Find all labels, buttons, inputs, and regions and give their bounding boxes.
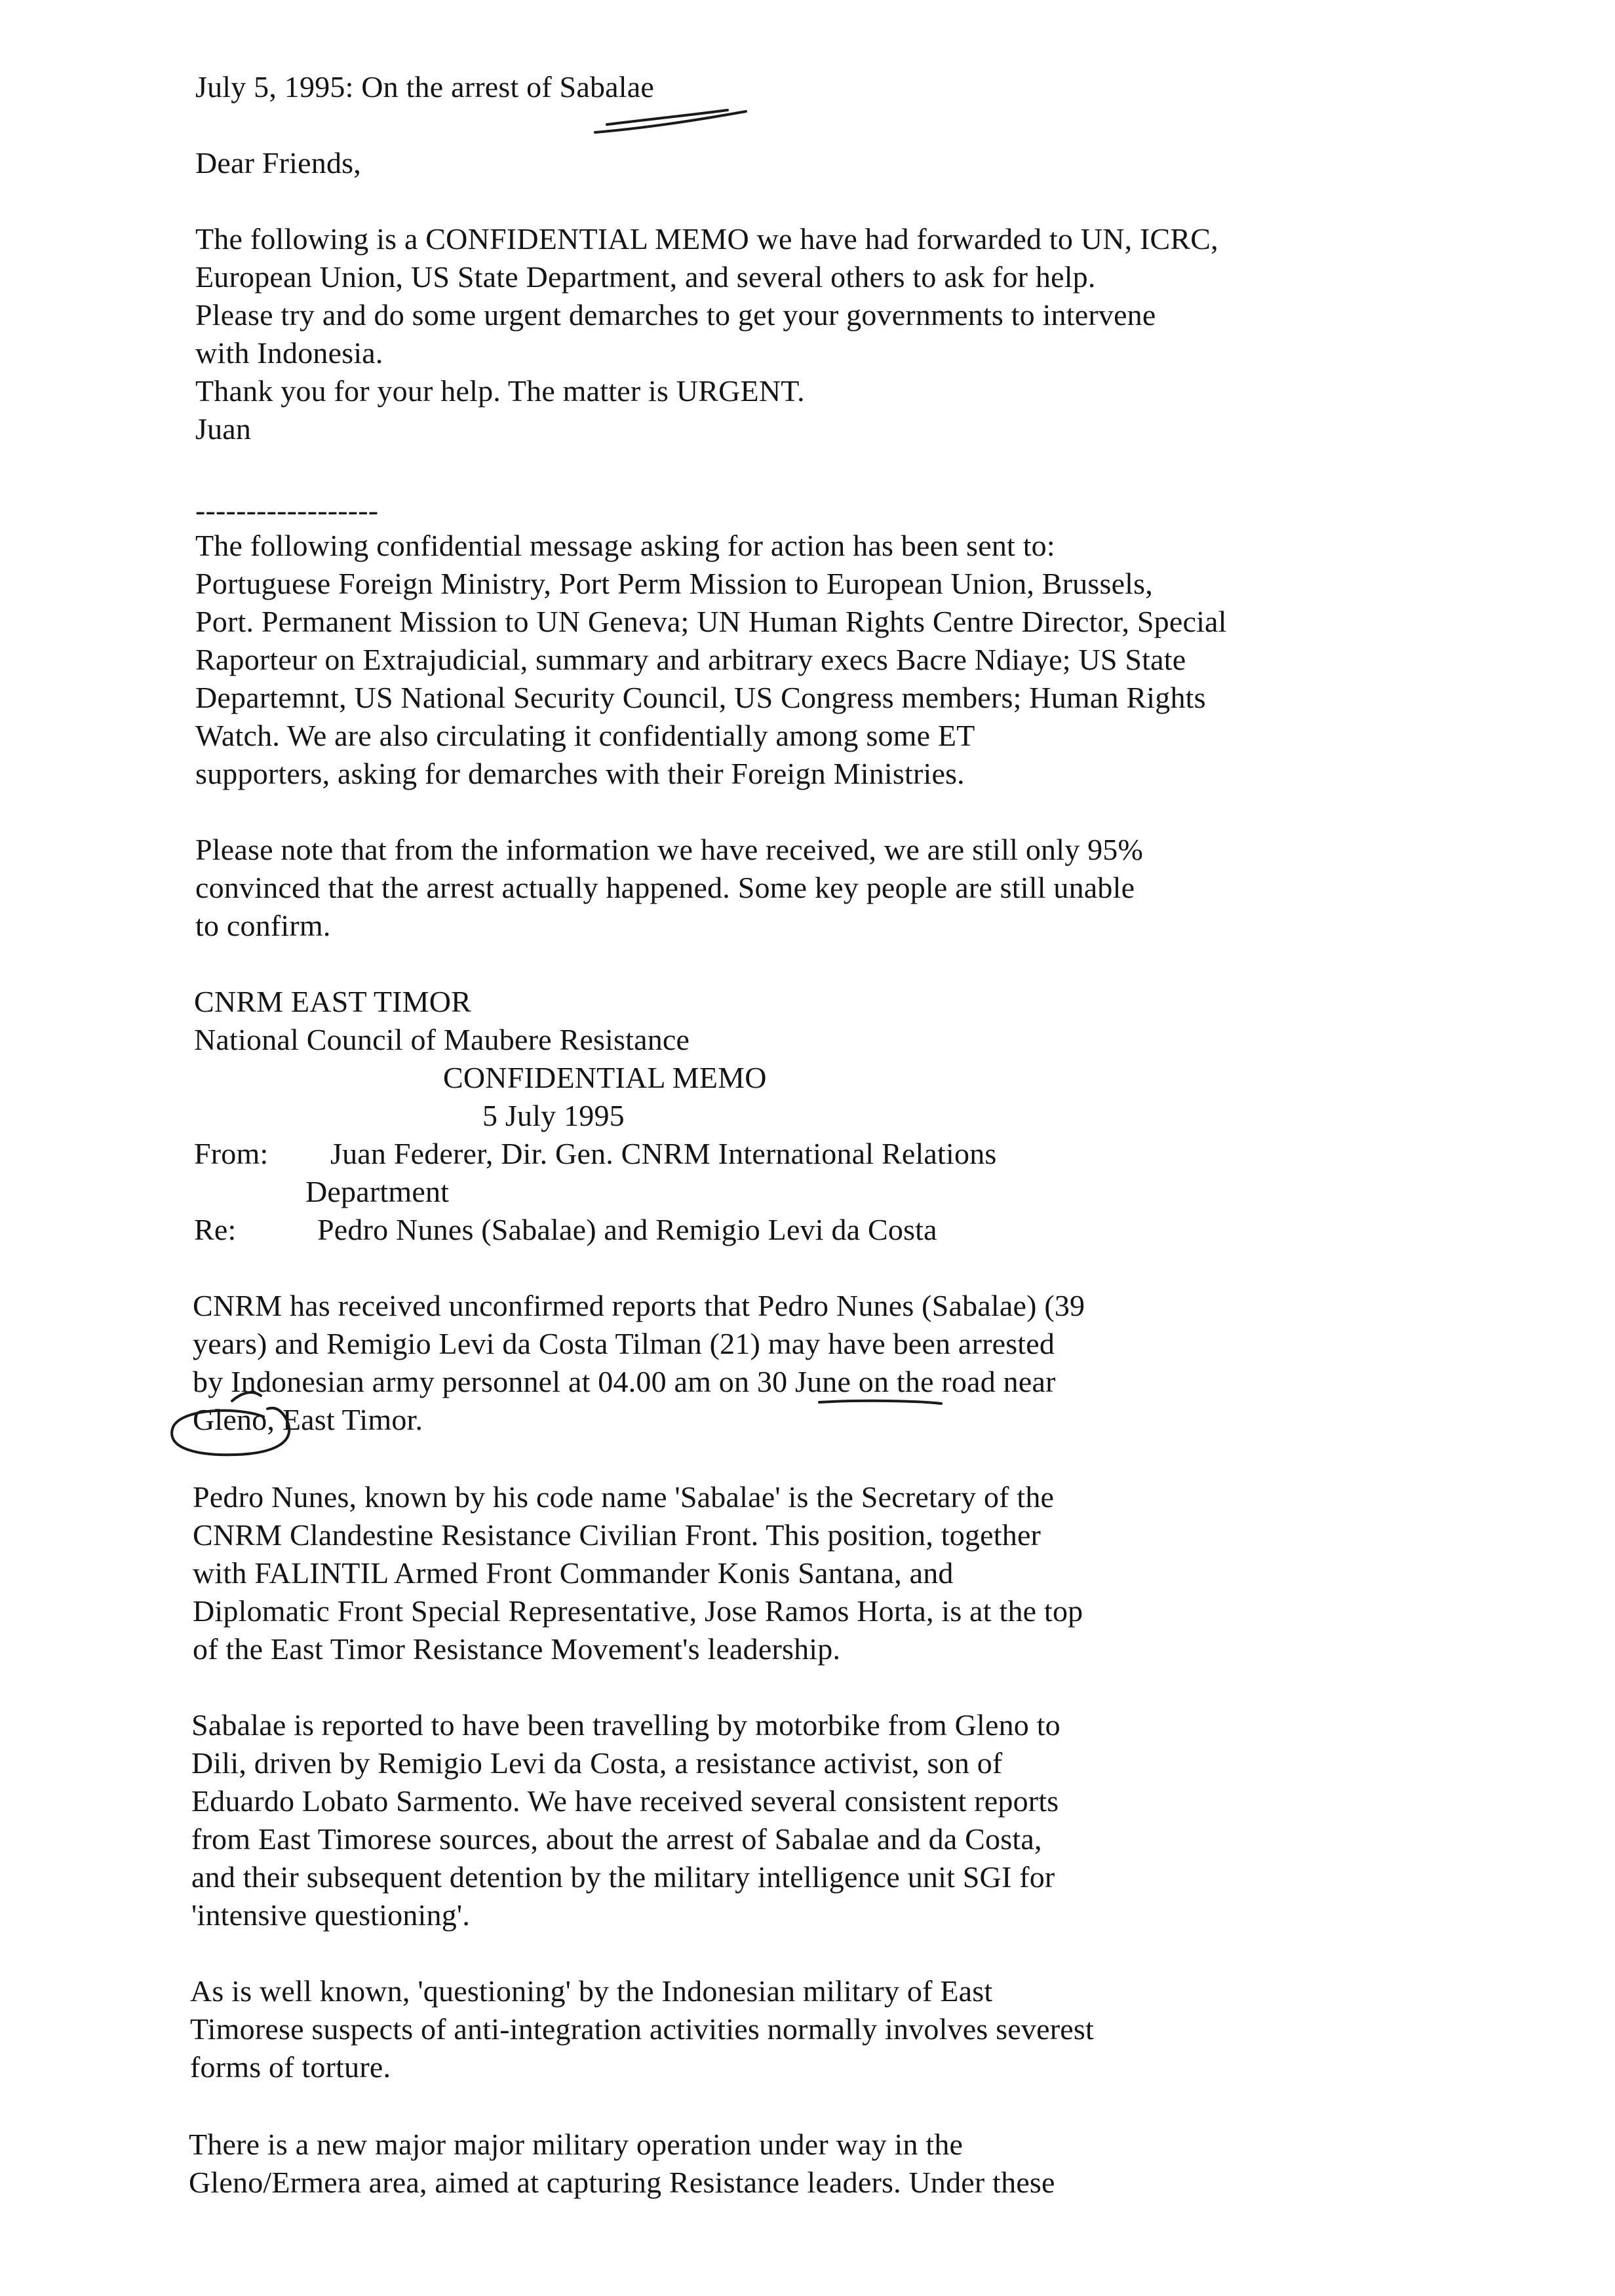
travel-line: Eduardo Lobato Sarmento. We have received several consistent reports — [191, 1784, 1059, 1818]
caveat-line: convinced that the arrest actually happened. Some key people are still unable — [195, 871, 1135, 904]
report-line: CNRM has received unconfirmed reports that Pedro Nunes (Sabalae) (39 — [193, 1289, 1085, 1322]
memo-re-label: Re: — [194, 1213, 237, 1246]
torture-line: Timorese suspects of anti-integration activities normally involves severest — [190, 2012, 1094, 2046]
memo-org: CNRM EAST TIMOR — [194, 985, 472, 1018]
recipients-line: The following confidential message asking for action has been sent to: — [195, 529, 1055, 562]
underline-stroke-sabalae-2 — [607, 110, 728, 124]
caveat-line: to confirm. — [195, 909, 331, 942]
operation-line: Gleno/Ermera area, aimed at capturing Resistance leaders. Under these — [189, 2166, 1055, 2199]
report-line: by Indonesian army personnel at 04.00 am on 30 June on the road near — [193, 1365, 1056, 1398]
recipients-line: Portuguese Foreign Ministry, Port Perm Mission to European Union, Brussels, — [195, 567, 1153, 600]
greeting: Dear Friends, — [195, 146, 361, 180]
recipients-line: Watch. We are also circulating it confidentially among some ET — [195, 719, 975, 752]
recipients-line: Port. Permanent Mission to UN Geneva; UN Human Rights Centre Director, Special — [195, 605, 1227, 638]
underline-date — [819, 1401, 941, 1404]
travel-line: 'intensive questioning'. — [191, 1898, 471, 1932]
underline-stroke-sabalae — [595, 111, 746, 132]
profile-line: of the East Timor Resistance Movement's leadership. — [193, 1632, 841, 1666]
profile-line: with FALINTIL Armed Front Commander Konis Santana, and — [193, 1556, 954, 1590]
memo-from-label: From: — [194, 1137, 269, 1170]
travel-line: Dili, driven by Remigio Levi da Costa, a resistance activist, son of — [191, 1746, 1003, 1780]
memo-title: CONFIDENTIAL MEMO — [443, 1061, 767, 1094]
intro-line: European Union, US State Department, and several others to ask for help. — [195, 260, 1096, 294]
memo-from-value: Juan Federer, Dir. Gen. CNRM International Relations — [330, 1137, 997, 1170]
memo-from-value-cont: Department — [305, 1175, 450, 1208]
caveat-line: Please note that from the information we have received, we are still only 95% — [195, 833, 1144, 866]
recipients-line: Departemnt, US National Security Council, US Congress members; Human Rights — [195, 681, 1206, 714]
memo-date: 5 July 1995 — [482, 1099, 625, 1132]
torture-line: As is well known, 'questioning' by the Indonesian military of East — [190, 1974, 993, 2008]
intro-line: The following is a CONFIDENTIAL MEMO we have had forwarded to UN, ICRC, — [195, 222, 1218, 256]
profile-line: Pedro Nunes, known by his code name 'Sabalae' is the Secretary of the — [193, 1480, 1055, 1514]
recipients-line: Raporteur on Extrajudicial, summary and arbitrary execs Bacre Ndiaye; US State — [195, 643, 1186, 676]
intro-line: Thank you for your help. The matter is URGENT. — [195, 374, 805, 408]
report-line: years) and Remigio Levi da Costa Tilman (21) may have been arrested — [193, 1327, 1055, 1360]
intro-line: with Indonesia. — [195, 336, 383, 370]
travel-line: from East Timorese sources, about the arrest of Sabalae and da Costa, — [191, 1822, 1042, 1856]
document-heading: July 5, 1995: On the arrest of Sabalae — [195, 70, 654, 104]
report-line: Gleno, East Timor. — [193, 1403, 423, 1436]
operation-line: There is a new major major military operation under way in the — [189, 2128, 963, 2161]
torture-line: forms of torture. — [190, 2050, 391, 2084]
memo-re-value: Pedro Nunes (Sabalae) and Remigio Levi da Costa — [317, 1213, 937, 1246]
profile-line: Diplomatic Front Special Representative, Jose Ramos Horta, is at the top — [193, 1594, 1083, 1628]
profile-line: CNRM Clandestine Resistance Civilian Front. This position, together — [193, 1518, 1041, 1552]
recipients-line: supporters, asking for demarches with their Foreign Ministries. — [195, 757, 965, 790]
intro-line: Please try and do some urgent demarches to get your governments to intervene — [195, 298, 1156, 332]
memo-org-full: National Council of Maubere Resistance — [194, 1023, 690, 1056]
separator: ------------------ — [195, 493, 379, 527]
travel-line: and their subsequent detention by the military intelligence unit SGI for — [191, 1860, 1055, 1894]
travel-line: Sabalae is reported to have been travelling by motorbike from Gleno to — [191, 1708, 1060, 1742]
signature-name: Juan — [195, 412, 252, 446]
